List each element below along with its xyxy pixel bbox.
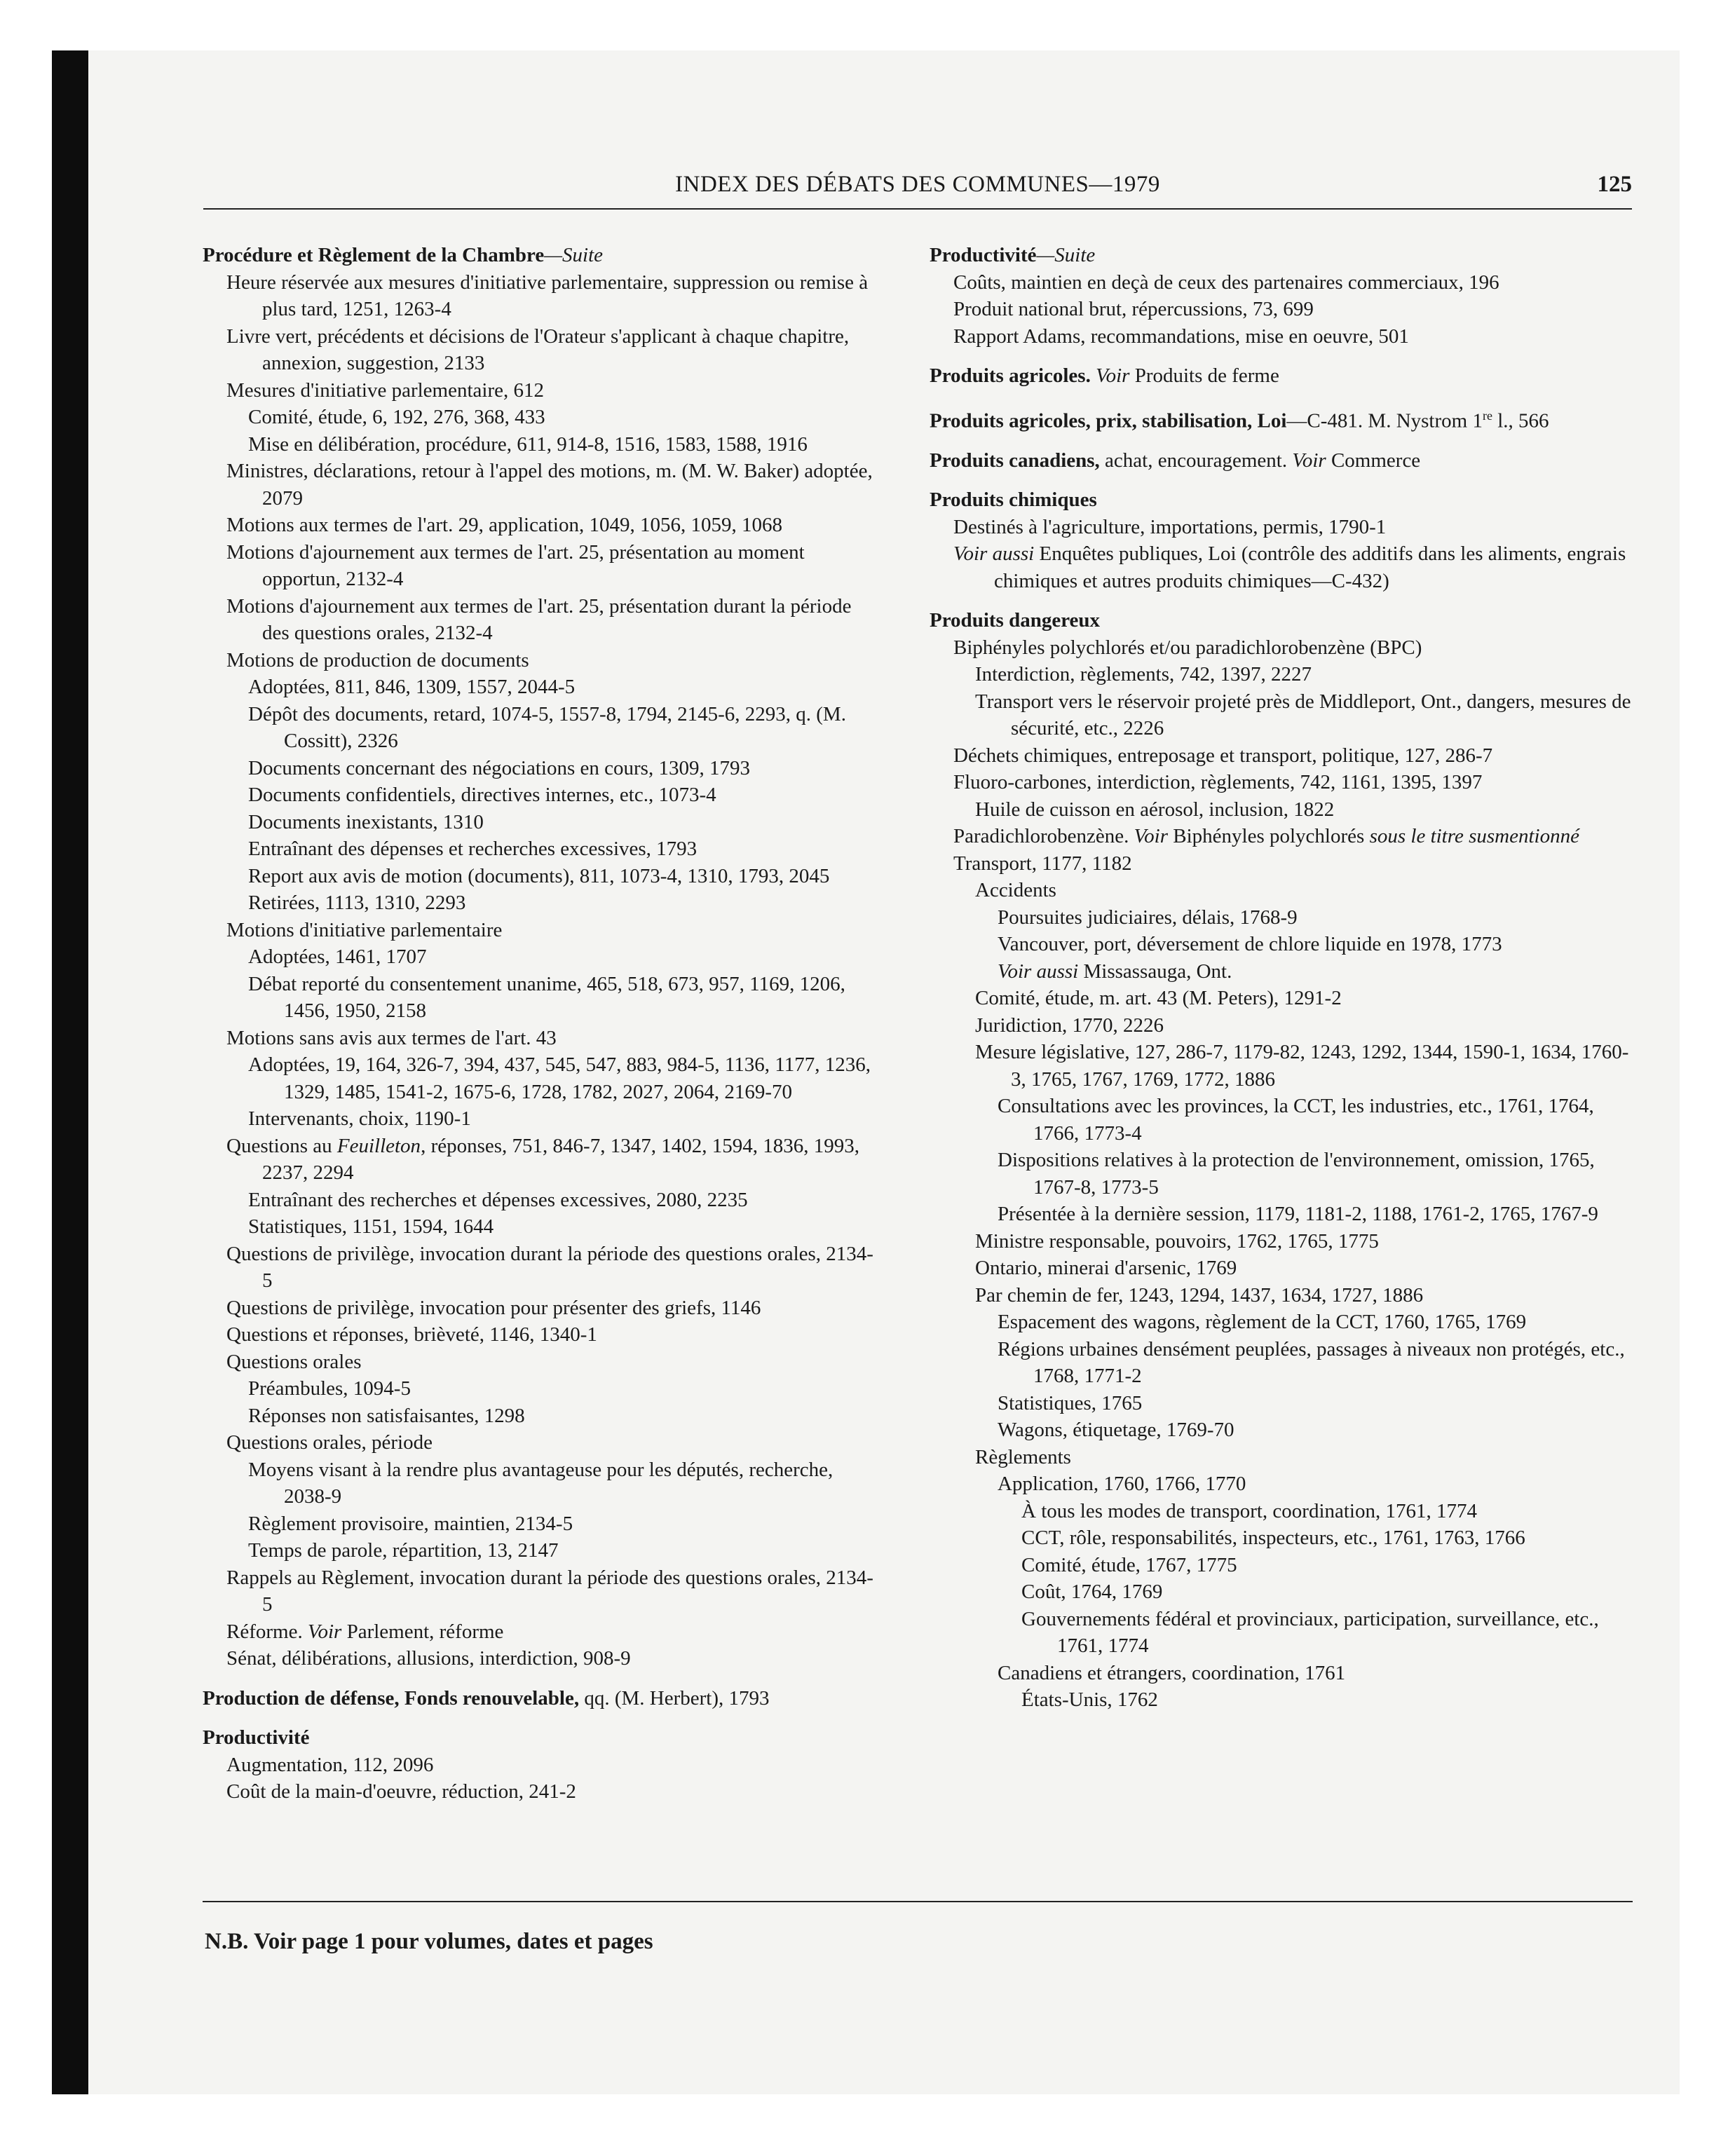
index-subentry: Documents concernant des négociations en cours, 1309, 1793 — [248, 756, 750, 779]
index-entry: Motions de production de documents — [226, 648, 529, 671]
index-subentry: Adoptées, 1461, 1707 — [248, 946, 427, 968]
index-subentry: Statistiques, 1151, 1594, 1644 — [248, 1215, 494, 1238]
index-level4-entry: États-Unis, 1762 — [1021, 1688, 1158, 1712]
heading-text: Procédure et Règlement de la Chambre — [203, 244, 545, 266]
index-entry: Produit national brut, répercussions, 73, 699 — [953, 298, 1314, 320]
index-entry — [930, 540, 1634, 594]
index-subentry: Entraînant des recherches et dépenses excessives, 2080, 2235 — [248, 1188, 748, 1211]
heading-detail: Produits de ferme — [1129, 364, 1279, 387]
voir-reference: Voir — [1090, 364, 1130, 387]
index-entry: Destinés à l'agriculture, importations, permis, 1790-1 — [953, 515, 1387, 538]
index-subsubentry: Wagons, étiquetage, 1769-70 — [998, 1419, 1234, 1442]
index-entry: Motions d'ajournement aux termes de l'art. 25, présentation durant la période des questions orales, 2132-4 — [226, 594, 852, 644]
index-entry: Livre vert, précédents et décisions de l'Orateur s'applicant à chaque chapitre, annexion, suggestion, 2133 — [226, 325, 850, 374]
index-heading — [930, 402, 1634, 435]
index-subsubentry: Dispositions relatives à la protection de l'environnement, omission, 1765, 1767-8, 1773-5 — [998, 1149, 1595, 1199]
heading-detail: —C-481. M. Nystrom 1 — [1286, 409, 1483, 432]
index-subsubentry — [930, 958, 1634, 985]
index-level4-entry: À tous les modes de transport, coordination, 1761, 1774 — [1021, 1499, 1477, 1522]
index-entry — [203, 1618, 876, 1646]
index-subentry: Par chemin de fer, 1243, 1294, 1437, 1634, 1727, 1886 — [975, 1283, 1424, 1306]
index-subentry: Intervenants, choix, 1190-1 — [248, 1107, 471, 1130]
entry-text: Questions au — [226, 1134, 337, 1157]
index-entry: Mesures d'initiative parlementaire, 612 — [226, 378, 544, 402]
index-entry: Transport, 1177, 1182 — [953, 852, 1132, 875]
voir-aussi-reference: Voir aussi — [953, 543, 1035, 566]
index-subsubentry: Canadiens et étrangers, coordination, 1761 — [998, 1661, 1346, 1684]
heading-text: Productivité — [930, 244, 1037, 266]
heading-detail: achat, encouragement. — [1099, 449, 1293, 472]
index-subentry: Adoptées, 811, 846, 1309, 1557, 2044-5 — [248, 676, 576, 698]
entry-text: Biphényles polychlorés — [1168, 825, 1370, 848]
entry-italic: sous le titre susmentionné — [1369, 825, 1579, 848]
index-entry: Coût de la main-d'oeuvre, réduction, 241-2 — [226, 1780, 576, 1803]
index-heading — [203, 242, 876, 269]
index-subentry: Débat reporté du consentement unanime, 465, 518, 673, 957, 1169, 1206, 1456, 1950, 2158 — [248, 972, 845, 1022]
footer-divider — [203, 1901, 1633, 1902]
index-subentry: Juridiction, 1770, 2226 — [975, 1014, 1164, 1037]
index-subentry: Temps de parole, répartition, 13, 2147 — [248, 1539, 559, 1562]
index-entry: Questions de privilège, invocation durant la période des questions orales, 2134-5 — [226, 1242, 873, 1292]
index-subsubentry: Poursuites judiciaires, délais, 1768-9 — [998, 906, 1298, 929]
index-subentry: Réponses non satisfaisantes, 1298 — [248, 1404, 525, 1427]
entry-text: Missassauga, Ont. — [1078, 960, 1232, 983]
suite-label: —Suite — [544, 244, 604, 266]
index-subentry: Ministre responsable, pouvoirs, 1762, 1765, 1775 — [975, 1229, 1379, 1253]
index-level4-entry: CCT, rôle, responsabilités, inspecteurs, etc., 1761, 1763, 1766 — [1021, 1527, 1525, 1550]
entry-text: , réponses, 751, 846-7, 1347, 1402, 1594, 1836, 1993, 2237, 2294 — [262, 1134, 859, 1184]
index-entry: Rapport Adams, recommandations, mise en oeuvre, 501 — [953, 325, 1409, 348]
index-entry: Déchets chimiques, entreposage et transport, politique, 127, 286-7 — [953, 744, 1493, 767]
heading-text: Production de défense, Fonds renouvelable, — [203, 1686, 580, 1710]
index-column-right — [930, 242, 1634, 1714]
index-subentry: Accidents — [975, 879, 1056, 902]
index-subentry: Interdiction, règlements, 742, 1397, 2227 — [975, 663, 1312, 686]
index-heading: Produits dangereux — [930, 609, 1101, 632]
index-subentry: Mesure législative, 127, 286-7, 1179-82, 1243, 1292, 1344, 1590-1, 1634, 1760-3, 1765, 1767, 1769, 1772, 1886 — [975, 1041, 1629, 1091]
index-entry: Questions orales — [226, 1350, 362, 1373]
index-heading: Productivité — [203, 1726, 310, 1749]
index-subentry: Préambules, 1094-5 — [248, 1377, 411, 1400]
index-subentry: Dépôt des documents, retard, 1074-5, 1557-8, 1794, 2145-6, 2293, q. (M. Cossitt), 2326 — [248, 702, 846, 752]
page-number: 125 — [1597, 172, 1632, 197]
index-entry: Questions de privilège, invocation pour présenter des griefs, 1146 — [226, 1296, 761, 1319]
heading-detail: l., 566 — [1492, 409, 1549, 432]
heading-detail: qq. (M. Herbert), 1793 — [579, 1686, 770, 1710]
index-entry: Rappels au Règlement, invocation durant la période des questions orales, 2134-5 — [226, 1566, 873, 1616]
entry-text: Enquêtes publiques, Loi (contrôle des additifs dans les aliments, engrais chimiques et autres produits chimiques—C-432) — [994, 543, 1626, 592]
index-heading — [203, 1685, 876, 1712]
index-subsubentry: Régions urbaines densément peuplées, passages à niveaux non protégés, etc., 1768, 1771-2 — [998, 1337, 1625, 1388]
index-subentry: Mise en délibération, procédure, 611, 914-8, 1516, 1583, 1588, 1916 — [248, 432, 808, 456]
index-subentry: Moyens visant à la rendre plus avantageuse pour les députés, recherche, 2038-9 — [248, 1458, 834, 1508]
index-entry: Motions aux termes de l'art. 29, application, 1049, 1056, 1059, 1068 — [226, 514, 782, 536]
index-entry — [930, 823, 1634, 850]
index-entry: Ministres, déclarations, retour à l'appel des motions, m. (M. W. Baker) adoptée, 2079 — [226, 460, 873, 510]
suite-label: —Suite — [1036, 244, 1096, 266]
index-subentry: Comité, étude, 6, 192, 276, 368, 433 — [248, 406, 545, 428]
index-entry — [203, 1133, 876, 1187]
voir-reference: Voir — [1292, 449, 1326, 472]
index-subentry: Documents inexistants, 1310 — [248, 810, 484, 833]
index-heading — [930, 362, 1634, 390]
entry-italic: Feuilleton — [336, 1134, 421, 1157]
entry-text: Réforme. — [226, 1620, 308, 1643]
index-entry: Questions et réponses, brièveté, 1146, 1340-1 — [226, 1323, 597, 1346]
voir-reference: Voir — [307, 1620, 342, 1643]
binding-edge-strip — [52, 50, 88, 2094]
entry-text: Parlement, réforme — [341, 1620, 504, 1643]
index-entry: Heure réservée aux mesures d'initiative parlementaire, suppression ou remise à plus tard, 1251, 1263-4 — [226, 271, 869, 320]
index-subentry: Huile de cuisson en aérosol, inclusion, 1822 — [975, 798, 1335, 821]
superscript: re — [1482, 408, 1492, 423]
index-subentry: Règlements — [975, 1445, 1071, 1468]
index-subentry: Entraînant des dépenses et recherches excessives, 1793 — [248, 838, 698, 860]
entry-text: Paradichlorobenzène. — [953, 825, 1134, 848]
index-subsubentry: Statistiques, 1765 — [998, 1391, 1143, 1414]
index-subsubentry: Vancouver, port, déversement de chlore liquide en 1978, 1773 — [998, 933, 1502, 956]
index-subentry: Adoptées, 19, 164, 326-7, 394, 437, 545, 547, 883, 984-5, 1136, 1177, 1236, 1329, 1485, 1541-2, 1675-6, 1728, 1782, 2027, 2064, 2169-70 — [248, 1053, 871, 1103]
index-subsubentry: Présentée à la dernière session, 1179, 1181-2, 1188, 1761-2, 1765, 1767-9 — [998, 1203, 1598, 1226]
voir-aussi-reference: Voir aussi — [998, 960, 1079, 983]
index-subentry: Retirées, 1113, 1310, 2293 — [248, 892, 466, 914]
index-level4-entry: Comité, étude, 1767, 1775 — [1021, 1553, 1237, 1576]
index-entry: Motions d'initiative parlementaire — [226, 918, 503, 941]
heading-text: Produits agricoles. — [930, 364, 1091, 387]
index-column-left — [203, 242, 876, 1806]
footer-note: N.B. Voir page 1 pour volumes, dates et pages — [205, 1929, 653, 1954]
index-subsubentry: Espacement des wagons, règlement de la CCT, 1760, 1765, 1769 — [998, 1311, 1527, 1334]
index-entry: Biphényles polychlorés et/ou paradichlorobenzène (BPC) — [953, 636, 1422, 659]
index-level4-entry: Coût, 1764, 1769 — [1021, 1581, 1163, 1604]
index-subentry: Comité, étude, m. art. 43 (M. Peters), 1291-2 — [975, 987, 1342, 1010]
heading-text: Produits canadiens, — [930, 449, 1100, 472]
heading-detail: Commerce — [1326, 449, 1421, 472]
index-subentry: Règlement provisoire, maintien, 2134-5 — [248, 1512, 573, 1535]
index-subentry: Documents confidentiels, directives internes, etc., 1073-4 — [248, 784, 716, 806]
index-subentry: Transport vers le réservoir projeté près de Middleport, Ont., dangers, mesures de sécurité, etc., 2226 — [975, 690, 1631, 740]
index-entry: Fluoro-carbones, interdiction, règlements, 742, 1161, 1395, 1397 — [953, 771, 1483, 794]
index-heading — [930, 242, 1634, 269]
index-subentry: Ontario, minerai d'arsenic, 1769 — [975, 1257, 1237, 1280]
index-level4-entry: Gouvernements fédéral et provinciaux, participation, surveillance, etc., 1761, 1774 — [1021, 1607, 1599, 1658]
index-entry: Motions d'ajournement aux termes de l'art. 25, présentation au moment opportun, 2132-4 — [226, 540, 805, 590]
running-header — [203, 172, 1632, 210]
index-heading: Produits chimiques — [930, 489, 1097, 512]
index-entry: Augmentation, 112, 2096 — [226, 1753, 434, 1776]
index-subentry: Report aux avis de motion (documents), 811, 1073-4, 1310, 1793, 2045 — [248, 864, 830, 887]
index-heading — [930, 447, 1634, 475]
page-title: INDEX DES DÉBATS DES COMMUNES—1979 — [675, 172, 1160, 197]
index-entry: Questions orales, période — [226, 1431, 433, 1454]
voir-reference: Voir — [1134, 825, 1169, 848]
index-subsubentry: Consultations avec les provinces, la CCT, les industries, etc., 1761, 1764, 1766, 1773-4 — [998, 1095, 1594, 1145]
heading-text: Produits agricoles, prix, stabilisation, Loi — [930, 409, 1287, 432]
index-entry: Sénat, délibérations, allusions, interdiction, 908-9 — [226, 1647, 631, 1670]
index-entry: Coûts, maintien en deçà de ceux des partenaires commerciaux, 196 — [953, 271, 1499, 294]
index-subsubentry: Application, 1760, 1766, 1770 — [998, 1473, 1246, 1496]
index-entry: Motions sans avis aux termes de l'art. 43 — [226, 1026, 557, 1049]
